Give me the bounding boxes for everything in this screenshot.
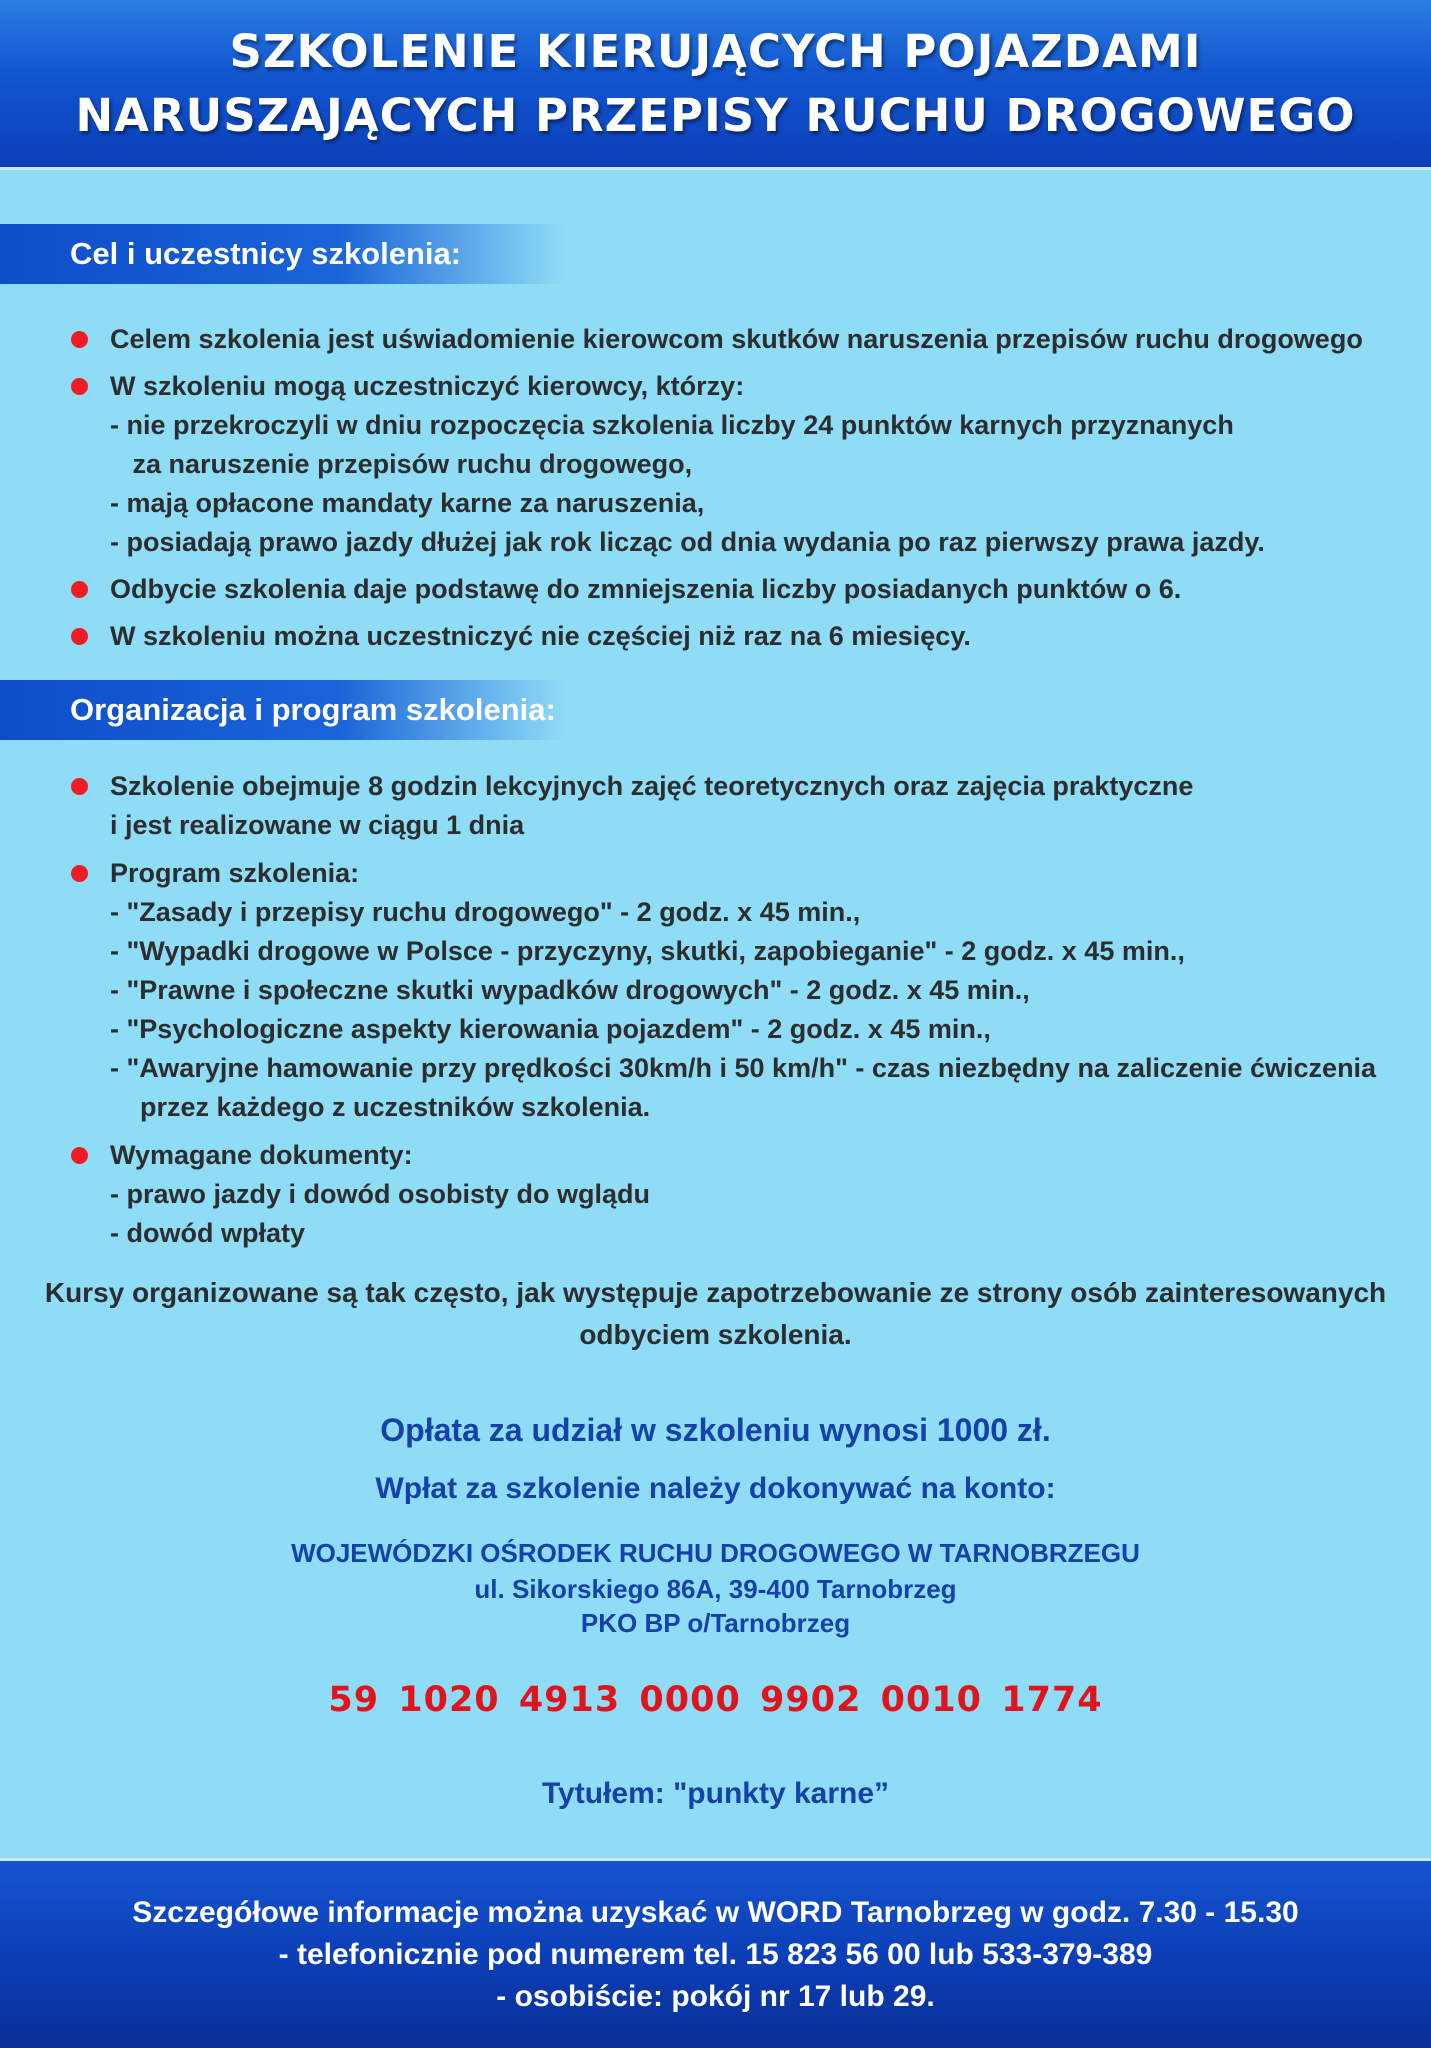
section-program-list — [0, 767, 1431, 1253]
section-goal-list — [0, 320, 1431, 656]
list-item-text: W szkoleniu mogą uczestniczyć kierowcy, którzy: — [110, 371, 745, 401]
list-item-text: za naruszenie przepisów ruchu drogowego, — [110, 449, 693, 479]
footer-line-3: - osobiście: pokój nr 17 lub 29. — [496, 1979, 935, 2013]
closing-note-line-2: odbyciem szkolenia. — [579, 1319, 852, 1350]
list-item-text: - mają opłacone mandaty karne za naruszenia, — [110, 488, 705, 518]
list-item-text: - dowód wpłaty — [110, 1218, 305, 1248]
list-item-text: i jest realizowane w ciągu 1 dnia — [110, 810, 525, 840]
list-item-text: przez każdego z uczestników szkolenia. — [110, 1092, 651, 1122]
red-bullet-icon — [71, 1147, 88, 1164]
list-item — [0, 617, 1431, 656]
list-item-text: Szkolenie obejmuje 8 godzin lekcyjnych zajęć teoretycznych oraz zajęcia praktyczne — [110, 771, 1194, 801]
page-header — [0, 0, 1431, 170]
list-item-text: - "Wypadki drogowe w Polsce - przyczyny, skutki, zapobieganie" - 2 godz. x 45 min., — [110, 936, 1185, 966]
list-item — [0, 367, 1431, 562]
list-item-text: Wymagane dokumenty: — [110, 1140, 413, 1170]
list-item-text: W szkoleniu można uczestniczyć nie częściej niż raz na 6 miesięcy. — [110, 621, 971, 651]
red-bullet-icon — [71, 581, 88, 598]
list-item-text: Celem szkolenia jest uświadomienie kierowcom skutków naruszenia przepisów ruchu drogowego — [110, 324, 1363, 354]
page-title-line-1: SZKOLENIE KIERUJĄCYCH POJAZDAMI — [229, 24, 1202, 78]
footer-line-2: - telefonicznie pod numerem tel. 15 823 56 00 lub 533-379-389 — [278, 1937, 1153, 1971]
list-item-text: - "Awaryjne hamowanie przy prędkości 30km/h i 50 km/h" - czas niezbędny na zaliczenie ćwiczenia — [110, 1053, 1377, 1083]
list-item — [0, 767, 1431, 845]
list-item — [0, 854, 1431, 1127]
list-item-text: Odbycie szkolenia daje podstawę do zmniejszenia liczby posiadanych punktów o 6. — [110, 574, 1182, 604]
section-heading-goal — [0, 224, 565, 284]
closing-note — [0, 1272, 1431, 1356]
list-item-text: - nie przekroczyli w dniu rozpoczęcia szkolenia liczby 24 punktów karnych przyznanych — [110, 410, 1234, 440]
red-bullet-icon — [71, 378, 88, 395]
footer-line-1: Szczegółowe informacje można uzyskać w WORD Tarnobrzeg w godz. 7.30 - 15.30 — [132, 1895, 1299, 1929]
list-item — [0, 320, 1431, 359]
list-item-text: - "Psychologiczne aspekty kierowania pojazdem" - 2 godz. x 45 min., — [110, 1014, 991, 1044]
page-title-line-2: NARUSZAJĄCYCH PRZEPISY RUCHU DROGOWEGO — [75, 88, 1356, 142]
account-number: 59 1020 4913 0000 9902 0010 1774 — [328, 1680, 1103, 1720]
section-heading-program — [0, 680, 565, 740]
institution-address: ul. Sikorskiego 86A, 39-400 Tarnobrzeg — [474, 1574, 957, 1604]
page-footer — [0, 1858, 1431, 2048]
section-heading-label: Cel i uczestnicy szkolenia: — [70, 236, 462, 271]
red-bullet-icon — [71, 331, 88, 348]
fee-text: Opłata za udział w szkoleniu wynosi 1000 zł. — [380, 1412, 1051, 1448]
list-item-text: - posiadają prawo jazdy dłużej jak rok licząc od dnia wydania po raz pierwszy prawa jazdy. — [110, 527, 1265, 557]
list-item-text: - "Zasady i przepisy ruchu drogowego" - 2 godz. x 45 min., — [110, 897, 861, 927]
account-intro-text: Wpłat za szkolenie należy dokonywać na konto: — [375, 1472, 1056, 1505]
list-item-text: - prawo jazdy i dowód osobisty do wglądu — [110, 1179, 651, 1209]
closing-note-line-1: Kursy organizowane są tak często, jak występuje zapotrzebowanie ze strony osób zainteresowanych — [44, 1277, 1387, 1308]
bank-name: PKO BP o/Tarnobrzeg — [580, 1608, 851, 1638]
institution-name: WOJEWÓDZKI OŚRODEK RUCHU DROGOWEGO W TARNOBRZEGU — [291, 1538, 1140, 1568]
list-item-text: Program szkolenia: — [110, 858, 360, 888]
list-item-text: - "Prawne i społeczne skutki wypadków drogowych" - 2 godz. x 45 min., — [110, 975, 1030, 1005]
red-bullet-icon — [71, 778, 88, 795]
list-item — [0, 570, 1431, 609]
list-item — [0, 1136, 1431, 1253]
transfer-title: Tytułem: "punkty karne” — [541, 1777, 890, 1810]
red-bullet-icon — [71, 865, 88, 882]
section-heading-label: Organizacja i program szkolenia: — [70, 692, 556, 727]
red-bullet-icon — [71, 628, 88, 645]
